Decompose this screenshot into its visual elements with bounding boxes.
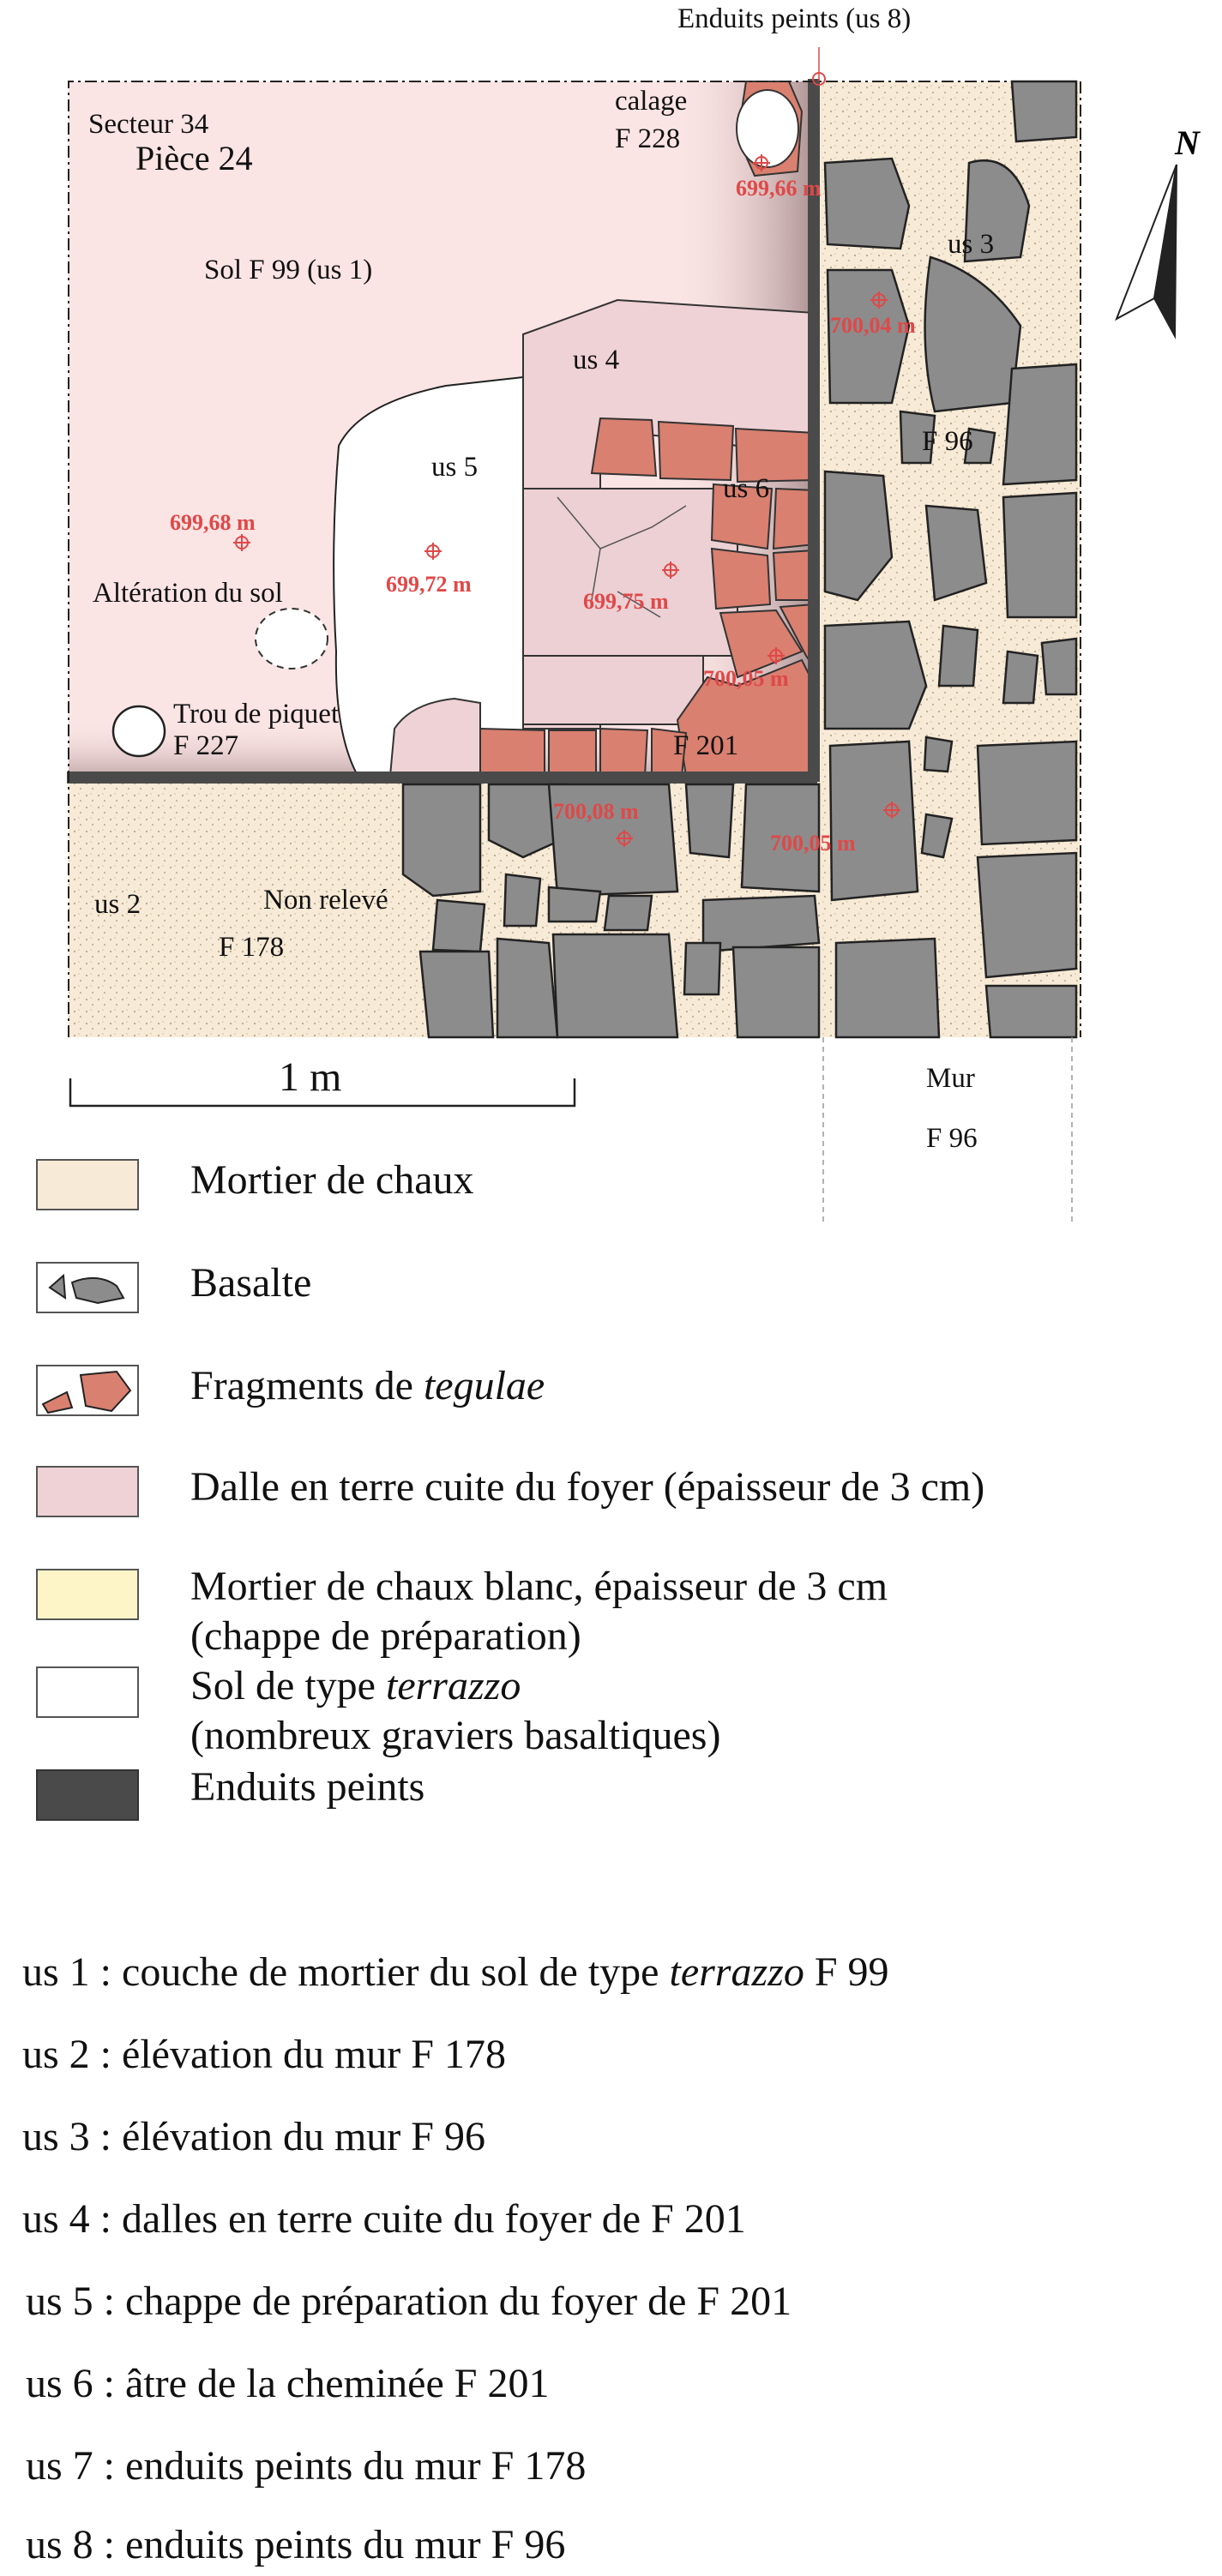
label-calage: calage [615, 86, 688, 117]
label-mur: Mur [926, 1063, 975, 1094]
altitude-label: 699,66 m [736, 176, 822, 201]
altitude-label: 699,75 m [583, 589, 669, 614]
north-arrow-icon [1117, 165, 1177, 336]
label-non-releve: Non relevé [263, 885, 388, 916]
us-item: us 7 : enduits peints du mur F 178 [26, 2443, 587, 2489]
label-sector: Secteur 34 [88, 109, 209, 140]
label-us5: us 5 [431, 452, 479, 483]
legend-mortier: Mortier de chaux [190, 1157, 474, 1203]
label-us4: us 4 [573, 345, 620, 375]
label-scale: 1 m [279, 1054, 342, 1100]
label-mur-f: F 96 [926, 1123, 978, 1154]
label-f178: F 178 [219, 932, 285, 963]
us-item: us 4 : dalles en terre cuite du foyer de F 201 [22, 2196, 746, 2242]
us-item: us 1 : couche de mortier du sol de type terrazzo F 99 [22, 1949, 889, 1995]
legend-mortier-blanc-2: (chappe de préparation) [190, 1613, 581, 1659]
label-alteration: Altération du sol [93, 578, 283, 609]
us-item: us 6 : âtre de la cheminée F 201 [26, 2361, 550, 2406]
trou-de-piquet-f227 [113, 706, 165, 756]
swatch-basalte [36, 1262, 139, 1313]
label-trou: Trou de piquet [173, 699, 340, 730]
legend-dalle: Dalle en terre cuite du foyer (épaisseur de 3 cm) [190, 1464, 985, 1510]
label-room: Pièce 24 [135, 139, 253, 177]
label-north: N [1175, 123, 1200, 162]
label-us3: us 3 [948, 229, 995, 260]
us-item: us 3 : élévation du mur F 96 [22, 2114, 485, 2159]
us4-dalle [523, 489, 737, 656]
legend-terrazzo-2: (nombreux graviers basaltiques) [190, 1713, 721, 1758]
enduits-us7 [67, 772, 817, 784]
label-floor: Sol F 99 (us 1) [204, 255, 373, 285]
site-plan [0, 0, 1222, 1234]
legend-terrazzo-1: Sol de type terrazzo [190, 1663, 521, 1708]
label-us2: us 2 [94, 889, 141, 920]
label-top-enduits: Enduits peints (us 8) [677, 3, 912, 34]
swatch-chape [36, 1569, 139, 1620]
altitude-label: 699,68 m [170, 510, 256, 535]
calage-f228 [737, 90, 798, 167]
altitude-label: 700,04 m [830, 313, 916, 338]
legend-mortier-blanc-1: Mortier de chaux blanc, épaisseur de 3 cm [190, 1564, 888, 1609]
us-item: us 5 : chappe de préparation du foyer de F 201 [26, 2279, 792, 2324]
swatch-enduits [36, 1769, 139, 1821]
tegulae-swatch-icon [38, 1366, 137, 1414]
altitude-label: 700,05 m [703, 666, 789, 691]
legend-tegulae: Fragments de tegulae [190, 1363, 545, 1408]
altitude-label: 700,08 m [553, 799, 639, 824]
label-f96: F 96 [922, 426, 973, 457]
basalte-swatch-icon [38, 1264, 137, 1312]
alteration-du-sol [256, 609, 328, 669]
legend-enduits: Enduits peints [190, 1764, 425, 1810]
swatch-dalle [36, 1466, 139, 1517]
us4-dalle [523, 656, 703, 724]
us-item: us 2 : élévation du mur F 178 [22, 2032, 506, 2077]
label-f201: F 201 [673, 730, 739, 761]
label-us6: us 6 [723, 473, 770, 504]
swatch-tegulae [36, 1365, 139, 1416]
altitude-label: 700,05 m [770, 831, 856, 856]
altitude-label: 699,72 m [386, 572, 472, 597]
label-calage-f: F 228 [615, 123, 681, 154]
legend-basalte: Basalte [190, 1260, 312, 1306]
us-item: us 8 : enduits peints du mur F 96 [26, 2522, 566, 2567]
swatch-terrazzo [36, 1666, 139, 1718]
label-trou-f: F 227 [173, 730, 239, 761]
